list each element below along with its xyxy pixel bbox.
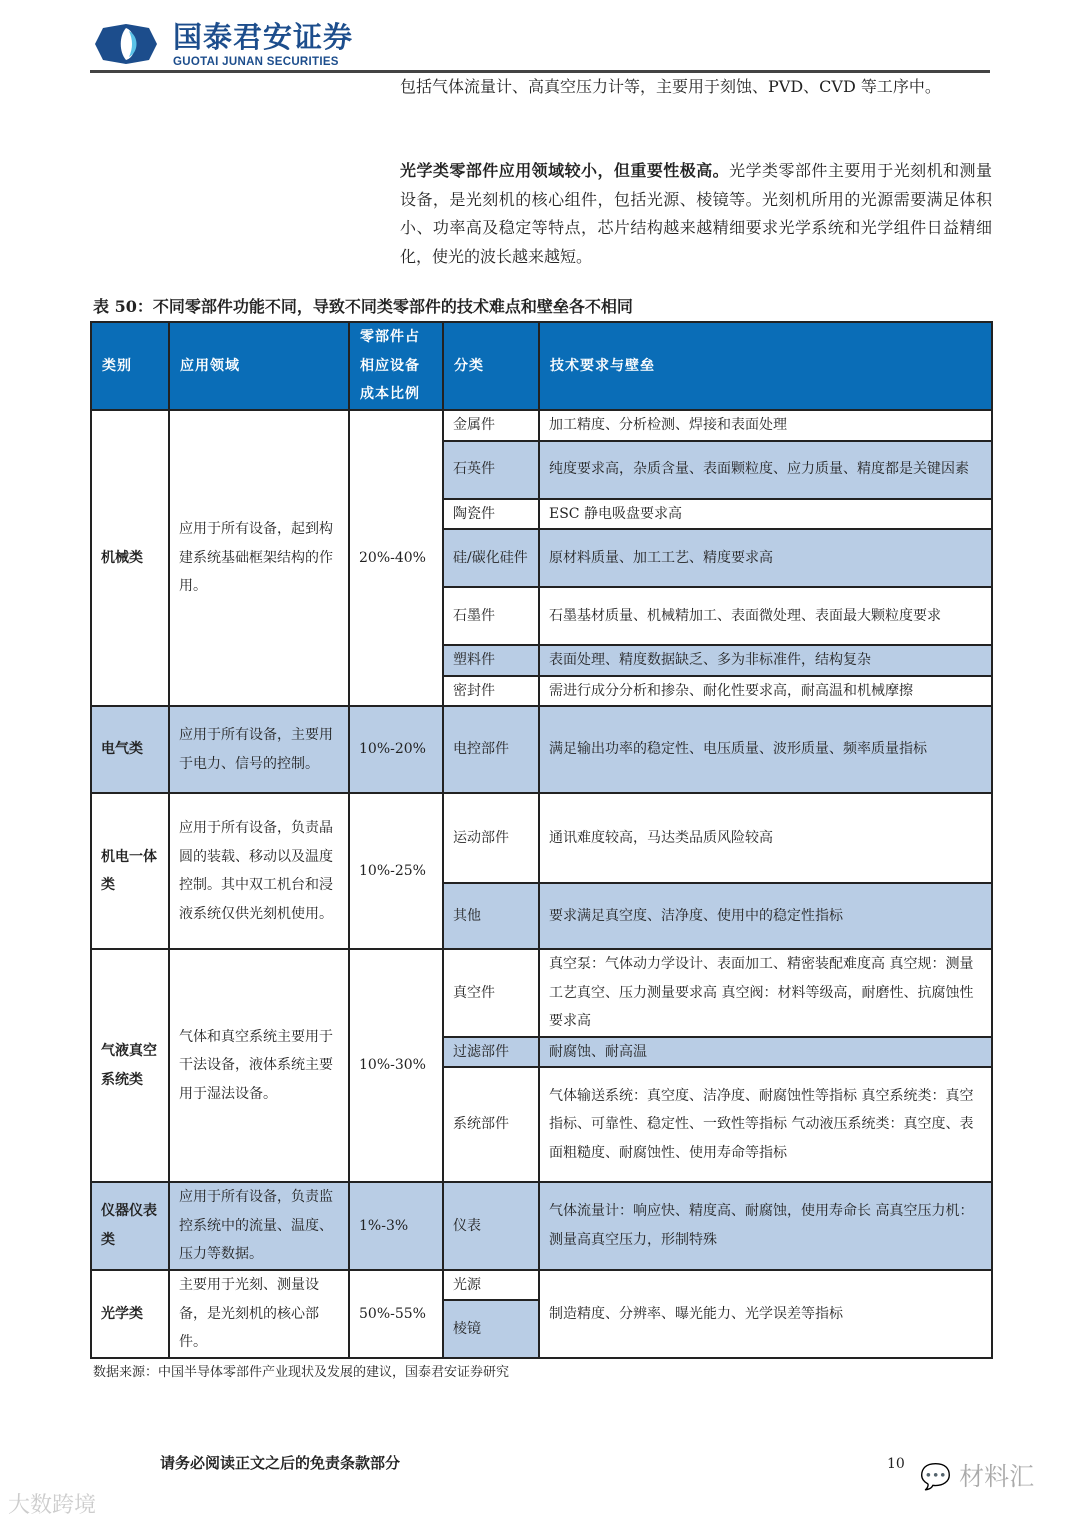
- requirement-cell: 原材料质量、加工工艺、精度要求高: [539, 529, 992, 587]
- category-cell: 机电一体类: [91, 793, 169, 949]
- category-cell: 仪器仪表类: [91, 1182, 169, 1270]
- type-cell: 石墨件: [443, 587, 539, 645]
- page-number: 10: [887, 1456, 905, 1472]
- ratio-cell: 50%-55%: [349, 1270, 443, 1359]
- data-source: 数据来源：中国半导体零部件产业现状及发展的建议，国泰君安证券研究: [93, 1365, 510, 1380]
- ratio-cell: 10%-30%: [349, 949, 443, 1182]
- table-row: [91, 410, 992, 441]
- type-cell: 系统部件: [443, 1067, 539, 1182]
- ratio-cell: 10%-20%: [349, 706, 443, 793]
- type-cell: 其他: [443, 883, 539, 949]
- application-cell: 气体和真空系统主要用于干法设备，液体系统主要用于湿法设备。: [169, 949, 349, 1182]
- type-cell: 仪表: [443, 1182, 539, 1270]
- requirement-cell: 通讯难度较高，马达类品质风险较高: [539, 793, 992, 883]
- type-cell: 金属件: [443, 410, 539, 441]
- table-block: [90, 321, 991, 1382]
- category-cell: 气液真空系统类: [91, 949, 169, 1182]
- requirement-cell: 真空泵：气体动力学设计、表面加工、精密装配难度高 真空规：测量工艺真空、压力测量要求高 真空阀：材料等级高，耐磨性、抗腐蚀性要求高: [539, 949, 992, 1037]
- type-cell: 运动部件: [443, 793, 539, 883]
- type-cell: 真空件: [443, 949, 539, 1037]
- type-cell: 密封件: [443, 676, 539, 707]
- category-cell: 机械类: [91, 410, 169, 707]
- requirement-cell: ESC 静电吸盘要求高: [539, 499, 992, 530]
- wechat-icon: 💬: [920, 1462, 952, 1491]
- type-cell: 陶瓷件: [443, 499, 539, 530]
- requirement-cell: 气体输送系统：真空度、洁净度、耐腐蚀性等指标 真空系统类：真空指标、可靠性、稳定性、一致性等指标 气动液压系统类：真空度、表面粗糙度、耐腐蚀性、使用寿命等指标: [539, 1067, 992, 1182]
- table-row: [91, 1270, 992, 1301]
- requirement-cell: 要求满足真空度、洁净度、使用中的稳定性指标: [539, 883, 992, 949]
- requirement-cell: 满足输出功率的稳定性、电压质量、波形质量、频率质量指标: [539, 706, 992, 793]
- application-cell: 应用于所有设备，起到构建系统基础框架结构的作用。: [169, 410, 349, 707]
- type-cell: 过滤部件: [443, 1037, 539, 1068]
- watermark-text-1: 材料汇: [959, 1462, 1035, 1491]
- type-cell: 硅/碳化硅件: [443, 529, 539, 587]
- application-cell: 主要用于光刻、测量设备，是光刻机的核心部件。: [169, 1270, 349, 1359]
- application-cell: 应用于所有设备，负责晶圆的装载、移动以及温度控制。其中双工机台和浸液系统仅供光刻机使用。: [169, 793, 349, 949]
- table-header-row: [91, 322, 992, 410]
- components-table: [90, 321, 993, 1359]
- type-cell: 棱镜: [443, 1300, 539, 1358]
- paragraph-2: [400, 157, 992, 271]
- requirement-cell: 需进行成分分析和掺杂、耐化性要求高，耐高温和机械摩擦: [539, 676, 992, 707]
- type-cell: 石英件: [443, 441, 539, 499]
- type-cell: 电控部件: [443, 706, 539, 793]
- application-cell: 应用于所有设备，负责监控系统中的流量、温度、压力等数据。: [169, 1182, 349, 1270]
- watermark-wechat: [920, 1462, 1034, 1492]
- table-caption: 表 50：不同零部件功能不同，导致不同类零部件的技术难点和壁垒各不相同: [93, 297, 633, 316]
- category-cell: 光学类: [91, 1270, 169, 1359]
- company-logo: [93, 22, 413, 70]
- requirement-cell: 表面处理、精度数据缺乏、多为非标准件，结构复杂: [539, 645, 992, 676]
- requirement-cell: 纯度要求高，杂质含量、表面颗粒度、应力质量、精度都是关键因素: [539, 441, 992, 499]
- type-cell: 光源: [443, 1270, 539, 1301]
- disclaimer-note: 请务必阅读正文之后的免责条款部分: [160, 1454, 401, 1472]
- header-type: 分类: [443, 322, 539, 410]
- logo-text-en: GUOTAI JUNAN SECURITIES: [173, 56, 339, 68]
- watermark-brand: 大数跨境: [8, 1493, 97, 1518]
- header-category: 类别: [91, 322, 169, 410]
- table-row: [91, 706, 992, 793]
- type-cell: 塑料件: [443, 645, 539, 676]
- requirement-cell: 加工精度、分析检测、焊接和表面处理: [539, 410, 992, 441]
- table-row: [91, 793, 992, 883]
- table-row: [91, 949, 992, 1037]
- ratio-cell: 10%-25%: [349, 793, 443, 949]
- header-cost-ratio: 零部件占相应设备成本比例: [349, 322, 443, 410]
- logo-mark-icon: [93, 22, 159, 66]
- header-requirements: 技术要求与壁垒: [539, 322, 992, 410]
- header-application: 应用领域: [169, 322, 349, 410]
- category-cell: 电气类: [91, 706, 169, 793]
- logo-text-cn: 国泰君安证券: [173, 20, 354, 54]
- ratio-cell: 20%-40%: [349, 410, 443, 707]
- requirement-cell: 耐腐蚀、耐高温: [539, 1037, 992, 1068]
- requirement-cell: 石墨基材质量、机械精加工、表面微处理、表面最大颗粒度要求: [539, 587, 992, 645]
- requirement-cell: 制造精度、分辨率、曝光能力、光学误差等指标: [539, 1270, 992, 1359]
- requirement-cell: 气体流量计：响应快、精度高、耐腐蚀，使用寿命长 高真空压力机：测量高真空压力，形制特殊: [539, 1182, 992, 1270]
- ratio-cell: 1%-3%: [349, 1182, 443, 1270]
- table-row: [91, 1182, 992, 1270]
- paragraph-1: 包括气体流量计、高真空压力计等，主要用于刻蚀、PVD、CVD 等工序中。: [400, 77, 941, 96]
- application-cell: 应用于所有设备，主要用于电力、信号的控制。: [169, 706, 349, 793]
- paragraph-2-body: 光学类零部件主要用于光刻机和测量设备，是光刻机的核心组件，包括光源、棱镜等。光刻机所用的光源需要满足体积小、功率高及稳定等特点，芯片结构越来越精细要求光学系统和光学组件日益精细化，使光的波长越来越短。: [400, 161, 992, 266]
- paragraph-2-lead: 光学类零部件应用领域较小，但重要性极高。: [400, 161, 730, 180]
